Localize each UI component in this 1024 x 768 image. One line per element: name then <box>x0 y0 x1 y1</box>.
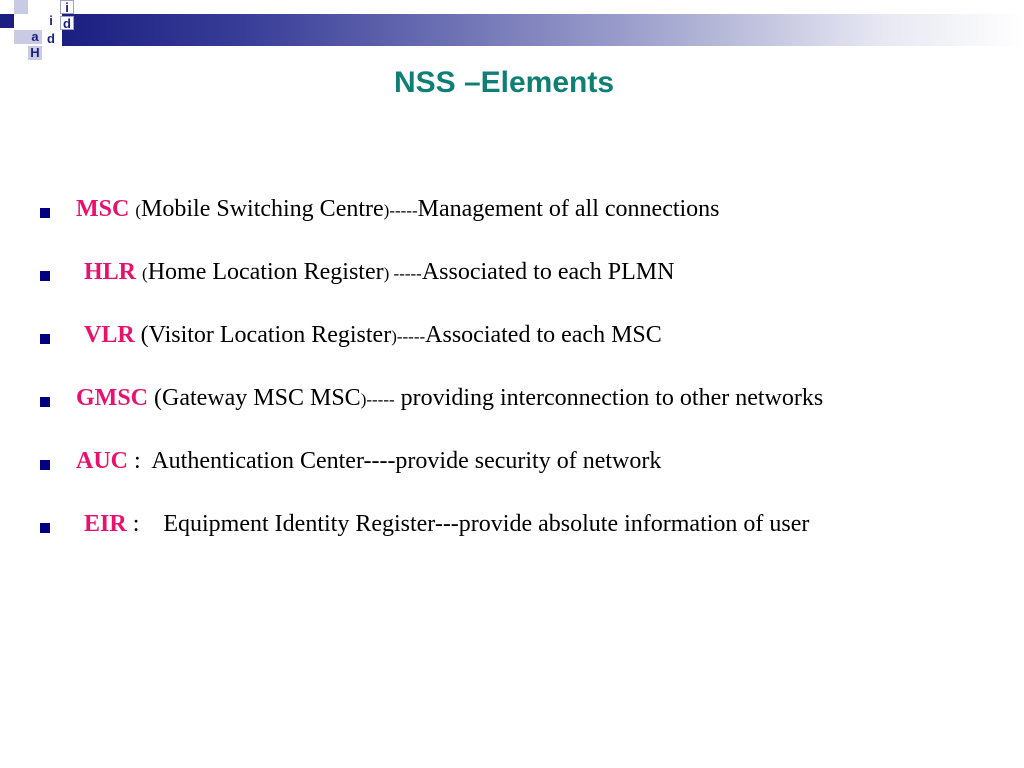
bullet-abbreviation: MSC <box>76 196 130 222</box>
bullet-square-icon <box>40 397 50 407</box>
slide-title: NSS –Elements <box>393 66 615 99</box>
bullet-text <box>84 511 809 538</box>
bullet-description: providing interconnection to other networks <box>394 385 824 411</box>
bullet-item-msc <box>40 192 1010 255</box>
logo-tile-letter: a <box>28 30 42 44</box>
bullet-description: Associated to each MSC <box>425 322 662 348</box>
logo-tile <box>14 30 28 44</box>
logo-tile-letter: d <box>44 32 58 46</box>
bullet-full-name: Gateway MSC MSC <box>162 385 361 411</box>
bullet-list <box>40 192 1010 570</box>
bullet-item-eir <box>40 507 1010 570</box>
bullet-description: Management of all connections <box>417 196 720 222</box>
bullet-description: : Authentication Center----provide security of network <box>128 448 662 474</box>
bullet-text: MSC (Mobile Switching Centre)-----Management of all connections <box>76 196 720 222</box>
bullet-abbreviation: EIR <box>84 511 127 537</box>
logo-tile-dark <box>0 14 14 28</box>
bullet-abbreviation: GMSC <box>76 385 148 411</box>
bullet-item-hlr <box>40 255 1010 318</box>
bullet-item-vlr <box>40 318 1010 381</box>
bullet-item-auc <box>40 444 1010 507</box>
header-gradient-bar <box>62 14 1024 46</box>
logo <box>0 0 80 64</box>
bullet-full-name: Visitor Location Register <box>148 322 392 348</box>
logo-tile-letter: i <box>60 0 74 14</box>
bullet-text <box>76 448 661 475</box>
bullet-full-name: Home Location Register <box>147 259 384 285</box>
logo-tile <box>14 0 28 14</box>
bullet-item-gmsc <box>40 381 1010 444</box>
bullet-description: : Equipment Identity Register---provide absolute information of user <box>126 511 810 537</box>
bullet-square-icon <box>40 208 50 218</box>
bullet-abbreviation: AUC <box>76 448 128 474</box>
bullet-square-icon <box>40 460 50 470</box>
logo-tile-letter: i <box>44 14 58 28</box>
bullet-text: HLR (Home Location Register) -----Associated to each PLMN <box>84 259 675 285</box>
bullet-full-name: Mobile Switching Centre <box>141 196 384 222</box>
bullet-text: VLR (Visitor Location Register)-----Associated to each MSC <box>84 322 662 348</box>
bullet-square-icon <box>40 271 50 281</box>
bullet-square-icon <box>40 523 50 533</box>
bullet-abbreviation: HLR <box>84 259 137 285</box>
logo-tile-letter: H <box>28 46 42 60</box>
bullet-square-icon <box>40 334 50 344</box>
bullet-description: Associated to each PLMN <box>421 259 675 285</box>
bullet-text: GMSC (Gateway MSC MSC)----- providing interconnection to other networks <box>76 385 824 411</box>
logo-tile-letter: d <box>60 16 74 30</box>
bullet-abbreviation: VLR <box>84 322 135 348</box>
